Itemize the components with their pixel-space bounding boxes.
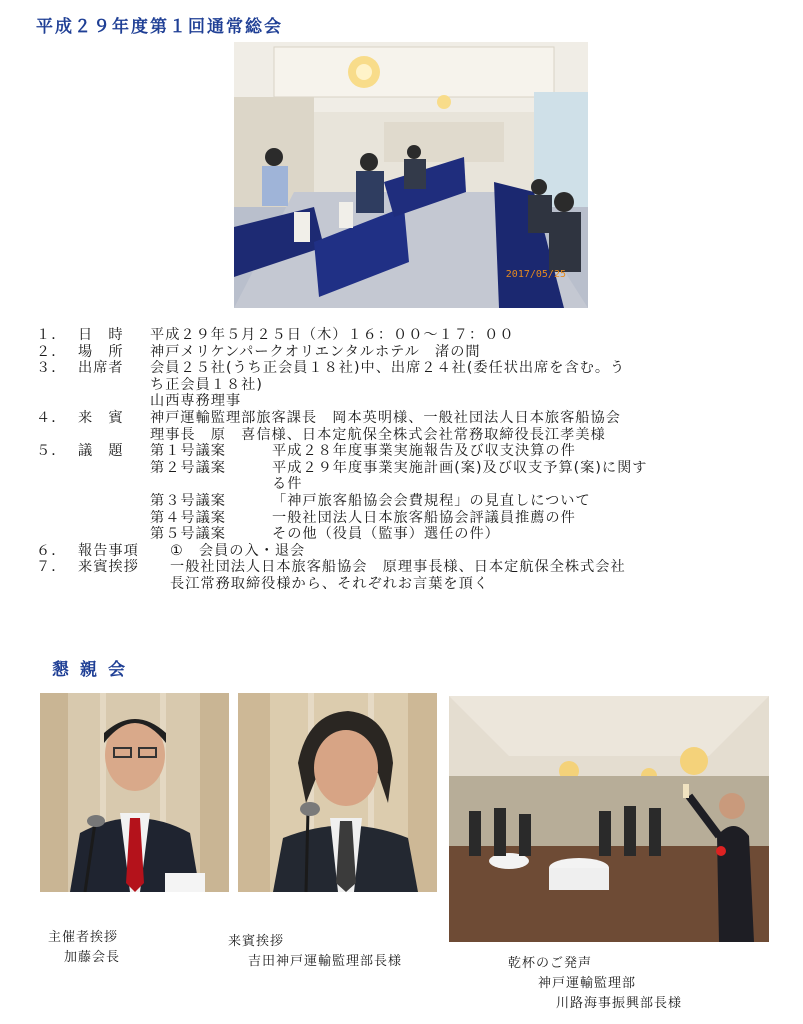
agenda-line: 会員２５社(うち正会員１８社)中、出席２４社(委任状出席を含む。う	[150, 360, 626, 377]
agenda-text	[150, 327, 796, 344]
agenda-line: 長江常務取締役様から、それぞれお言葉を頂く	[170, 575, 489, 592]
agenda-text	[150, 443, 796, 543]
motion-key: 第１号議案	[150, 443, 226, 460]
motion-5	[150, 526, 796, 543]
motion-3	[150, 493, 796, 510]
motion-text: 「神戸旅客船協会会費規程」の見直しについて	[272, 492, 591, 509]
agenda-label: 日 時	[78, 327, 124, 343]
agenda-text	[170, 543, 796, 560]
toast-photo	[449, 696, 769, 942]
motion-2	[150, 460, 796, 493]
agenda-label: 場 所	[78, 343, 124, 360]
agenda-item-4	[36, 410, 796, 443]
agenda-item-2	[36, 344, 796, 361]
caption-toast	[508, 954, 682, 1014]
caption-line: 神戸運輸監理部	[538, 976, 637, 991]
motion-key: 第２号議案	[150, 459, 226, 476]
agenda-line: 理事長 原 喜信様、日本定航保全株式会社常務取締役長江孝美様	[150, 426, 606, 443]
agenda-text	[170, 559, 796, 592]
agenda-line: 神戸メリケンパークオリエンタルホテル 渚の間	[150, 343, 481, 360]
agenda-item-3	[36, 360, 796, 410]
guest-greeting-photo	[238, 693, 437, 892]
caption-line: 吉田神戸運輸監理部長様	[248, 954, 403, 969]
agenda-item-6	[36, 543, 796, 560]
agenda-line: 山西専務理事	[150, 393, 242, 410]
agenda-label: 議 題	[78, 443, 124, 460]
agenda-text	[150, 410, 796, 443]
agenda-item-7	[36, 559, 796, 592]
agenda-text	[150, 360, 796, 410]
agenda-item-1	[36, 327, 796, 344]
date-stamp: 2017/05/25	[505, 269, 566, 280]
caption-host	[48, 928, 120, 968]
agenda-label: 出席者	[78, 360, 124, 377]
motion-text: 平成２８年度事業実施報告及び収支決算の件	[272, 443, 576, 460]
agenda-number: ７．	[36, 559, 67, 576]
agenda-text	[150, 344, 796, 361]
agenda-number: ４．	[36, 409, 67, 426]
agenda-number: ６．	[36, 542, 67, 559]
agenda-label: 来賓挨拶	[78, 559, 139, 576]
caption-line: 来賓挨拶	[228, 934, 285, 949]
caption-line: 主催者挨拶	[48, 930, 119, 945]
agenda-label: 報告事項	[78, 542, 139, 559]
motion-line: 平成２９年度事業実施計画(案)及び収支予算(案)に関す	[272, 459, 648, 476]
motion-line: る件	[272, 476, 303, 493]
motion-key: 第４号議案	[150, 509, 226, 526]
motion-4	[150, 510, 796, 527]
agenda-line: 一般社団法人日本旅客船協会 原理事長様、日本定航保全株式会社	[170, 559, 626, 576]
motion-key: 第３号議案	[150, 492, 226, 509]
caption-line: 加藤会長	[64, 950, 121, 965]
meeting-photo	[234, 42, 588, 308]
motion-key: 第５号議案	[150, 526, 226, 543]
agenda-line: 平成２９年５月２５日（木）１６：００～１７：００	[150, 327, 515, 343]
host-greeting-photo	[40, 693, 229, 892]
agenda-item-5	[36, 443, 796, 543]
agenda-number: ２．	[36, 343, 67, 360]
caption-line: 乾杯のご発声	[508, 956, 593, 971]
party-section-title: 懇親会	[52, 660, 136, 680]
page-title: 平成２９年度第１回通常総会	[36, 17, 283, 37]
agenda-label: 来 賓	[78, 409, 124, 426]
motion-text: その他（役員（監事）選任の件）	[272, 526, 500, 543]
caption-guest	[228, 932, 402, 972]
agenda-line: ち正会員１８社)	[150, 376, 263, 393]
caption-line: 川路海事振興部長様	[556, 996, 683, 1011]
agenda-line: 神戸運輸監理部旅客課長 岡本英明様、一般社団法人日本旅客船協会	[150, 409, 621, 426]
agenda-number: ３．	[36, 360, 67, 377]
agenda-number: １．	[36, 327, 67, 343]
agenda-number: ５．	[36, 443, 67, 460]
agenda-line: ① 会員の入・退会	[170, 542, 306, 559]
agenda	[36, 327, 796, 593]
motion-1	[150, 443, 796, 460]
motion-text: 一般社団法人日本旅客船協会評議員推薦の件	[272, 509, 576, 526]
motion-text	[272, 460, 796, 493]
